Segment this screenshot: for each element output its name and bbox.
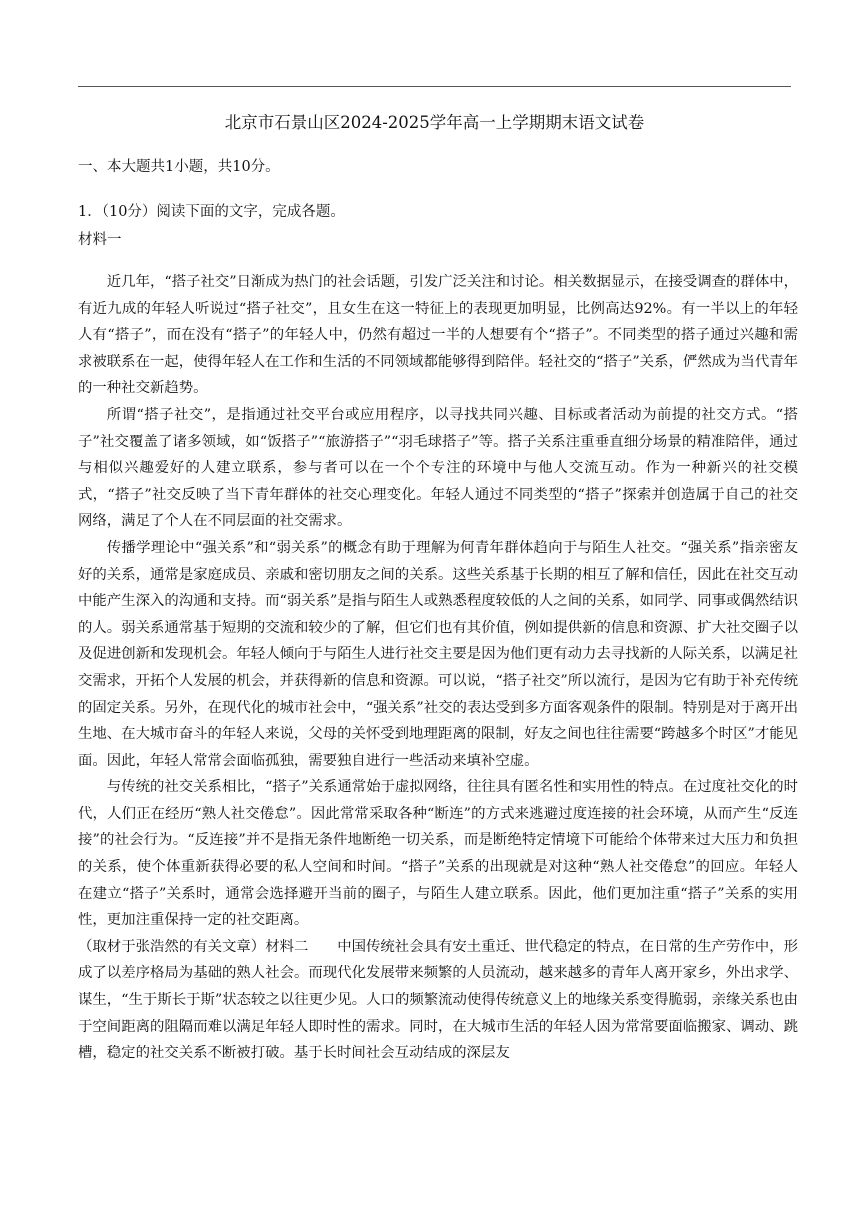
header-rule bbox=[78, 86, 791, 87]
passage-paragraph-2: 所谓“搭子社交”，是指通过社交平台或应用程序，以寻找共同兴趣、目标或者活动为前提的社交方式。“搭子”社交覆盖了诸多领域，如“饭搭子”“旅游搭子”“羽毛球搭子”等。搭子关系注重垂直细分场景的精准陪伴，通过与相似兴趣爱好的人建立联系，参与者可以在一个个专注的环境中与他人交流互动。作为一种新兴的社交模式，“搭子”社交反映了当下青年群体的社交心理变化。年轻人通过不同类型的“搭子”探索并创造属于自己的社交网络，满足了个人在不同层面的社交需求。 bbox=[78, 406, 798, 530]
passage-paragraph-1: 近几年，“搭子社交”日渐成为热门的社会话题，引发广泛关注和讨论。相关数据显示，在接受调查的群体中，有近九成的年轻人听说过“搭子社交”，且女生在这一特征上的表现更加明显，比例高达92%。有一半以上的年轻人有“搭子”，而在没有“搭子”的年轻人中，仍然有超过一半的人想要有个“搭子”。不同类型的搭子通过兴趣和需求被联系在一起，使得年轻人在工作和生活的不同领域都能够得到陪伴。轻社交的“搭子”关系，俨然成为当代青年的一种社交新趋势。 bbox=[78, 274, 798, 397]
passage-paragraph-3: 传播学理论中“强关系”和“弱关系”的概念有助于理解为何青年群体趋向于与陌生人社交。“强关系”指亲密友好的关系，通常是家庭成员、亲戚和密切朋友之间的关系。这些关系基于长期的相互了解和信任，因此在社交互动中能产生深入的沟通和支持。而“弱关系”是指与陌生人或熟悉程度较低的人之间的关系，如同学、同事或偶然结识的人。弱关系通常基于短期的交流和较少的了解，但它们也有其价值，例如提供新的信息和资源、扩大社交圈子以及促进创新和发现机会。年轻人倾向于与陌生人进行社交主要是因为他们更有动力去寻找新的人际关系，以满足社交需求，开拓个人发展的机会，并获得新的信息和资源。可以说，“搭子社交”所以流行，是因为它有助于补充传统的固定关系。另外，在现代化的城市社会中，“强关系”社交的表达受到多方面客观条件的限制。特别是对于离开出生地、在大城市奋斗的年轻人来说，父母的关怀受到地理距离的限制，好友之间也往往需要“跨越多个时区”才能见面。因此，年轻人常常会面临孤独，需要独自进行一些活动来填补空虚。 bbox=[78, 539, 798, 769]
passage-paragraph-5: （取材于张浩然的有关文章）材料二 中国传统社会具有安土重迁、世代稳定的特点，在日常的生产劳作中，形成了以差序格局为基础的熟人社会。而现代化发展带来频繁的人员流动，越来越多的青年人离开家乡，外出求学、谋生，“生于斯长于斯”状态较之以往更少见。人口的频繁流动使得传统意义上的地缘关系变得脆弱，亲缘关系也由于空间距离的阻隔而难以满足年轻人即时性的需求。同时，在大城市生活的年轻人因为常常要面临搬家、调动、跳槽，稳定的社交关系不断被打破。基于长时间社会互动结成的深层友 bbox=[78, 938, 798, 1062]
question-intro: 1．（10分）阅读下面的文字，完成各题。 bbox=[78, 204, 345, 220]
section-heading: 一、本大题共1小题，共10分。 bbox=[78, 159, 280, 175]
passage-paragraph-4: 与传统的社交关系相比，“搭子”关系通常始于虚拟网络，往往具有匿名性和实用性的特点。在过度社交化的时代，人们正在经历“熟人社交倦怠”。因此常常采取各种“断连”的方式来逃避过度连接的社会环境，从而产生“反连接”的社会行为。“反连接”并不是指无条件地断绝一切关系，而是断绝特定情境下可能给个体带来过大压力和负担的关系，使个体重新获得必要的私人空间和时间。“搭子”关系的出现就是对这种“熟人社交倦怠”的回应。年轻人在建立“搭子”关系时，通常会选择避开当前的圈子，与陌生人建立联系。因此，他们更加注重“搭子”关系的实用性，更加注重保持一定的社交距离。 bbox=[78, 779, 798, 929]
reading-passage bbox=[78, 269, 798, 1067]
exam-title: 北京市石景山区2024-2025学年高一上学期期末语文试卷 bbox=[224, 113, 645, 132]
material-one-label: 材料一 bbox=[78, 232, 122, 248]
